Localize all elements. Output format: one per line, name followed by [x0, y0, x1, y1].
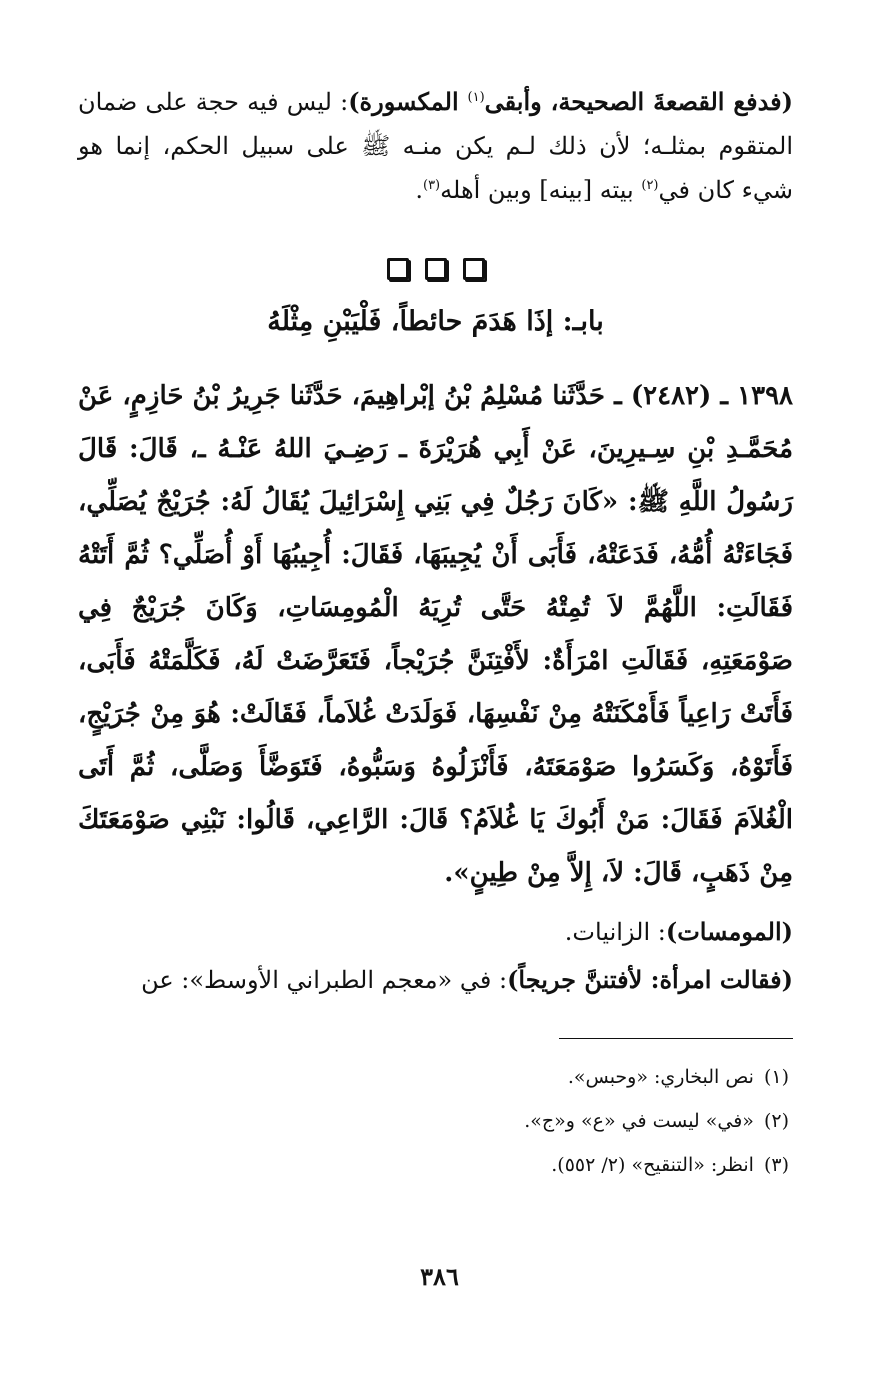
chapter-title: بابـ: إذَا هَدَمَ حائطاً، فَلْيَبْنِ مِثْلَهُ [267, 306, 604, 337]
footnote-ref-2[interactable]: (٢) [641, 178, 659, 193]
intro-text-1: : ليس فيه حجة على ضمان المتقوم بمثلـه؛ لأن ذلك لـم يكن منـه ﷺ على سبيل الحكم، إنما هو شيء كان في [78, 88, 793, 204]
square-ornament-icon [463, 258, 485, 280]
page-body [78, 80, 793, 1187]
footnote-divider [559, 1038, 793, 1039]
intro-lead: (فدفع القصعةَ الصحيحة، وأبقى [484, 87, 794, 116]
note-text: : في «معجم الطبراني الأوسط»: عن [141, 966, 508, 994]
note-text: : الزانيات. [564, 918, 666, 946]
footnote-item [78, 1099, 793, 1143]
square-ornament-icon [387, 258, 409, 280]
hadith-paragraph [78, 370, 793, 900]
footnote-text: انظر: «التنقيح» (٢/ ٥٥٢). [551, 1154, 754, 1176]
note-term: (المومسات) [665, 917, 793, 946]
footnote-item [78, 1055, 793, 1099]
footnote-number: (٣) [763, 1154, 789, 1176]
footnote-number: (٢) [763, 1110, 789, 1132]
footnote-number: (١) [763, 1066, 789, 1088]
note-paragraph [78, 956, 793, 1004]
footnote-text: نص البخاري: «وحبس». [567, 1066, 754, 1088]
section-separator [78, 258, 793, 280]
note-term: (فقالت امرأة: لأفتننَّ جريجاً) [507, 965, 793, 994]
footnote-ref-1[interactable]: (١) [467, 90, 485, 105]
footnote-text: «في» ليست في «ع» و«ج». [524, 1110, 754, 1132]
page-number: ٣٨٦ [420, 1262, 459, 1291]
note-paragraph [78, 908, 793, 956]
hadith-body: «كَانَ رَجُلٌ فِي بَنِي إِسْرَائِيلَ يُقَالُ لَهُ: جُرَيْجٌ يُصَلِّي، فَجَاءَتْهُ أُمُّهُ، فَدَعَتْهُ، فَأَبَى أَنْ يُجِيبَهَا، فَقَالَ: أُجِيبُهَا أَوْ أُصَلِّي؟ ثُمَّ أَتَتْهُ فَقَالَتِ: اللَّهُمَّ لاَ تُمِتْهُ حَتَّى تُرِيَهُ الْمُومِسَاتِ، وَكَانَ جُرَيْجٌ فِي صَوْمَعَتِهِ، فَقَالَتِ امْرَأَةٌ: لأَفْتِنَنَّ جُرَيْجاً، فَتَعَرَّضَتْ لَهُ، فَكَلَّمَتْهُ فَأَبَى، فَأَتَتْ رَاعِياً فَأَمْكَنَتْهُ مِنْ نَفْسِهَا، فَوَلَدَتْ غُلاَماً، فَقَالَتْ: هُوَ مِنْ جُرَيْجٍ، فَأَتَوْهُ، وَكَسَرُوا صَوْمَعَتَهُ، فَأَنْزَلُوهُ وَسَبُّوهُ، فَتَوَضَّأَ وَصَلَّى، ثُمَّ أَتَى الْغُلاَمَ فَقَالَ: مَنْ أَبُوكَ يَا غُلاَمُ؟ قَالَ: الرَّاعِي، قَالُوا: نَبْنِي صَوْمَعَتَكَ مِنْ ذَهَبٍ، قَالَ: لاَ، إِلاَّ مِنْ طِينٍ». [78, 487, 793, 888]
footnote-item [78, 1143, 793, 1187]
hadith-header: ١٣٩٨ ـ (٢٤٨٢) ـ حَدَّثَنا مُسْلِمُ بْنُ إبْراهِيمَ، حَدَّثَنا جَرِيرُ بْنُ حَازِمٍ، عَنْ مُحَمَّـدِ بْنِ سِـيرِينَ، عَنْ أَبِي هُرَيْرَةَ ـ رَضِـيَ اللهُ عَنْـهُ ـ، قَالَ: قَالَ رَسُولُ اللَّهِ ﷺ: [78, 381, 793, 517]
intro-paragraph [78, 80, 793, 212]
footnote-ref-3[interactable]: (٣) [422, 178, 441, 193]
square-ornament-icon [425, 258, 447, 280]
intro-lead-end: المكسورة) [348, 87, 468, 116]
intro-text-3: . [415, 176, 423, 204]
intro-text-2: بيته [بينه] وبين أهله [440, 176, 642, 204]
